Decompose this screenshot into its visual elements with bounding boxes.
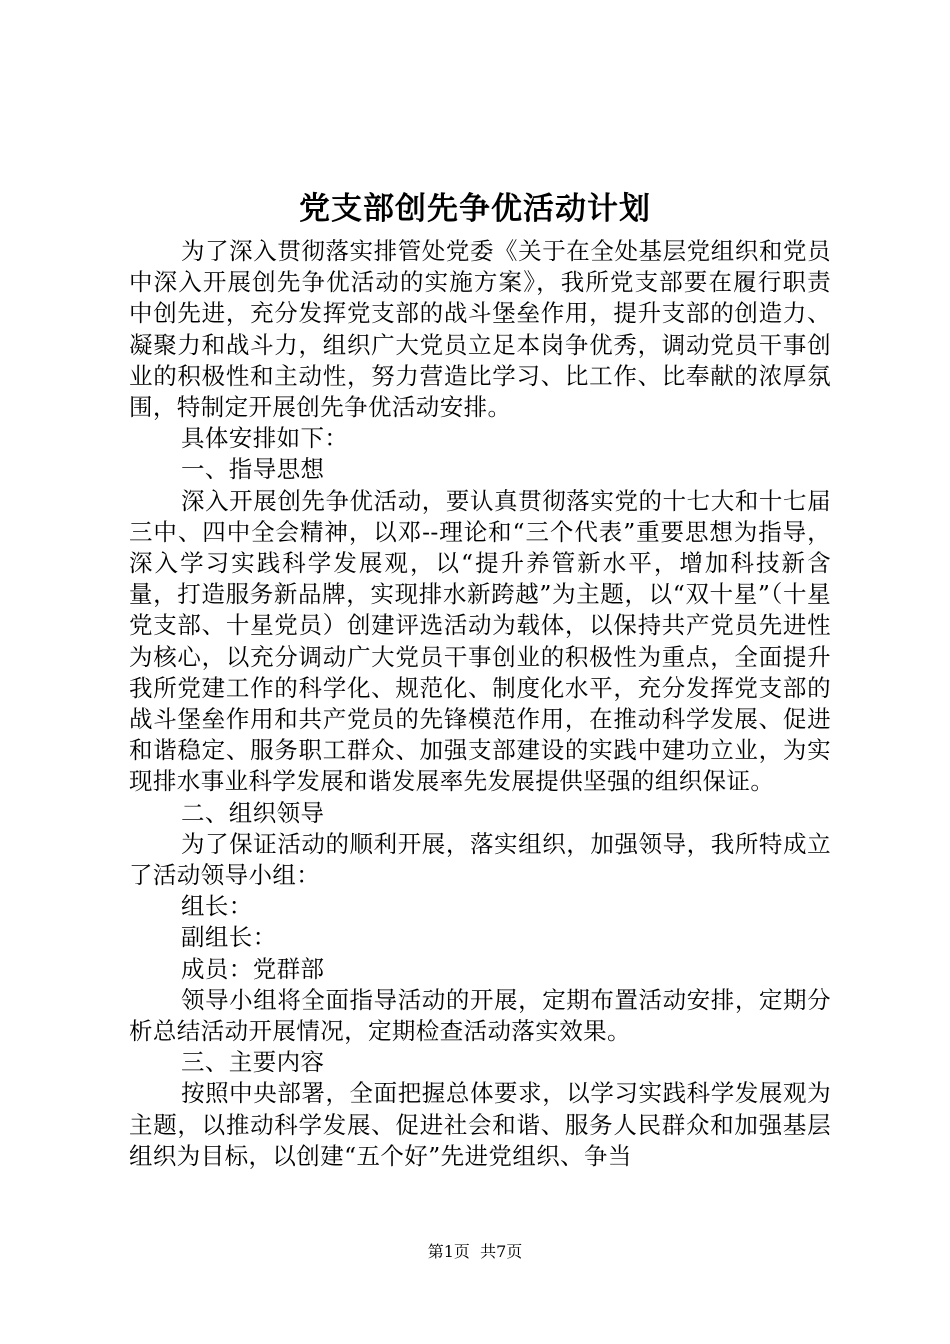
paragraph-guiding-ideology: 深入开展创先争优活动，要认真贯彻落实党的十七大和十七届三中、四中全会精神，以邓--理论和“三个代表”重要思想为指导，深入学习实践科学发展观，以“提升养管新水平，增加科技新含量，打造服务新品牌，实现排水新跨越”为主题，以“双十星”（十星党支部、十星党员）创建评选活动为载体，以保持共产党员先进性为核心，以充分调动广大党员干事创业的积极性为重点，全面提升我所党建工作的科学化、规范化、制度化水平，充分发挥党支部的战斗堡垒作用和共产党员的先锋模范作用，在推动科学发展、促进和谐稳定、服务职工群众、加强支部建设的实践中建功立业，为实现排水事业科学发展和谐发展率先发展提供坚强的组织保证。 [129, 486, 831, 796]
document-title: 党支部创先争优活动计划 [299, 191, 651, 227]
paragraph-arrangement-lead: 具体安排如下： [181, 424, 349, 453]
paragraph-organization: 为了保证活动的顺利开展，落实组织，加强领导，我所特成立了活动领导小组： [129, 829, 831, 890]
section-heading-main-content: 三、主要内容 [181, 1048, 325, 1077]
section-heading-guiding-ideology: 一、指导思想 [181, 455, 325, 484]
deputy-leader-line: 副组长： [181, 923, 277, 952]
paragraph-main-content: 按照中央部署，全面把握总体要求，以学习实践科学发展观为主题，以推动科学发展、促进社会和谐、服务人民群众和加强基层组织为目标，以创建“五个好”先进党组织、争当 [129, 1079, 831, 1170]
page-number-footer: 第1页 共7页 [427, 1242, 523, 1261]
paragraph-intro: 为了深入贯彻落实排管处党委《关于在全处基层党组织和党员中深入开展创先争优活动的实施方案》，我所党支部要在履行职责中创先进，充分发挥党支部的战斗堡垒作用，提升支部的创造力、凝聚力和战斗力，组织广大党员立足本岗争优秀，调动党员干事创业的积极性和主动性，努力营造比学习、比工作、比奉献的浓厚氛围，特制定开展创先争优活动安排。 [129, 237, 831, 422]
members-line: 成员：党群部 [181, 954, 325, 983]
document-body [129, 236, 831, 1172]
paragraph-leadership-duties: 领导小组将全面指导活动的开展，定期布置活动安排，定期分析总结活动开展情况，定期检查活动落实效果。 [129, 985, 831, 1046]
section-heading-organization: 二、组织领导 [181, 798, 325, 827]
group-leader-line: 组长： [181, 892, 253, 921]
